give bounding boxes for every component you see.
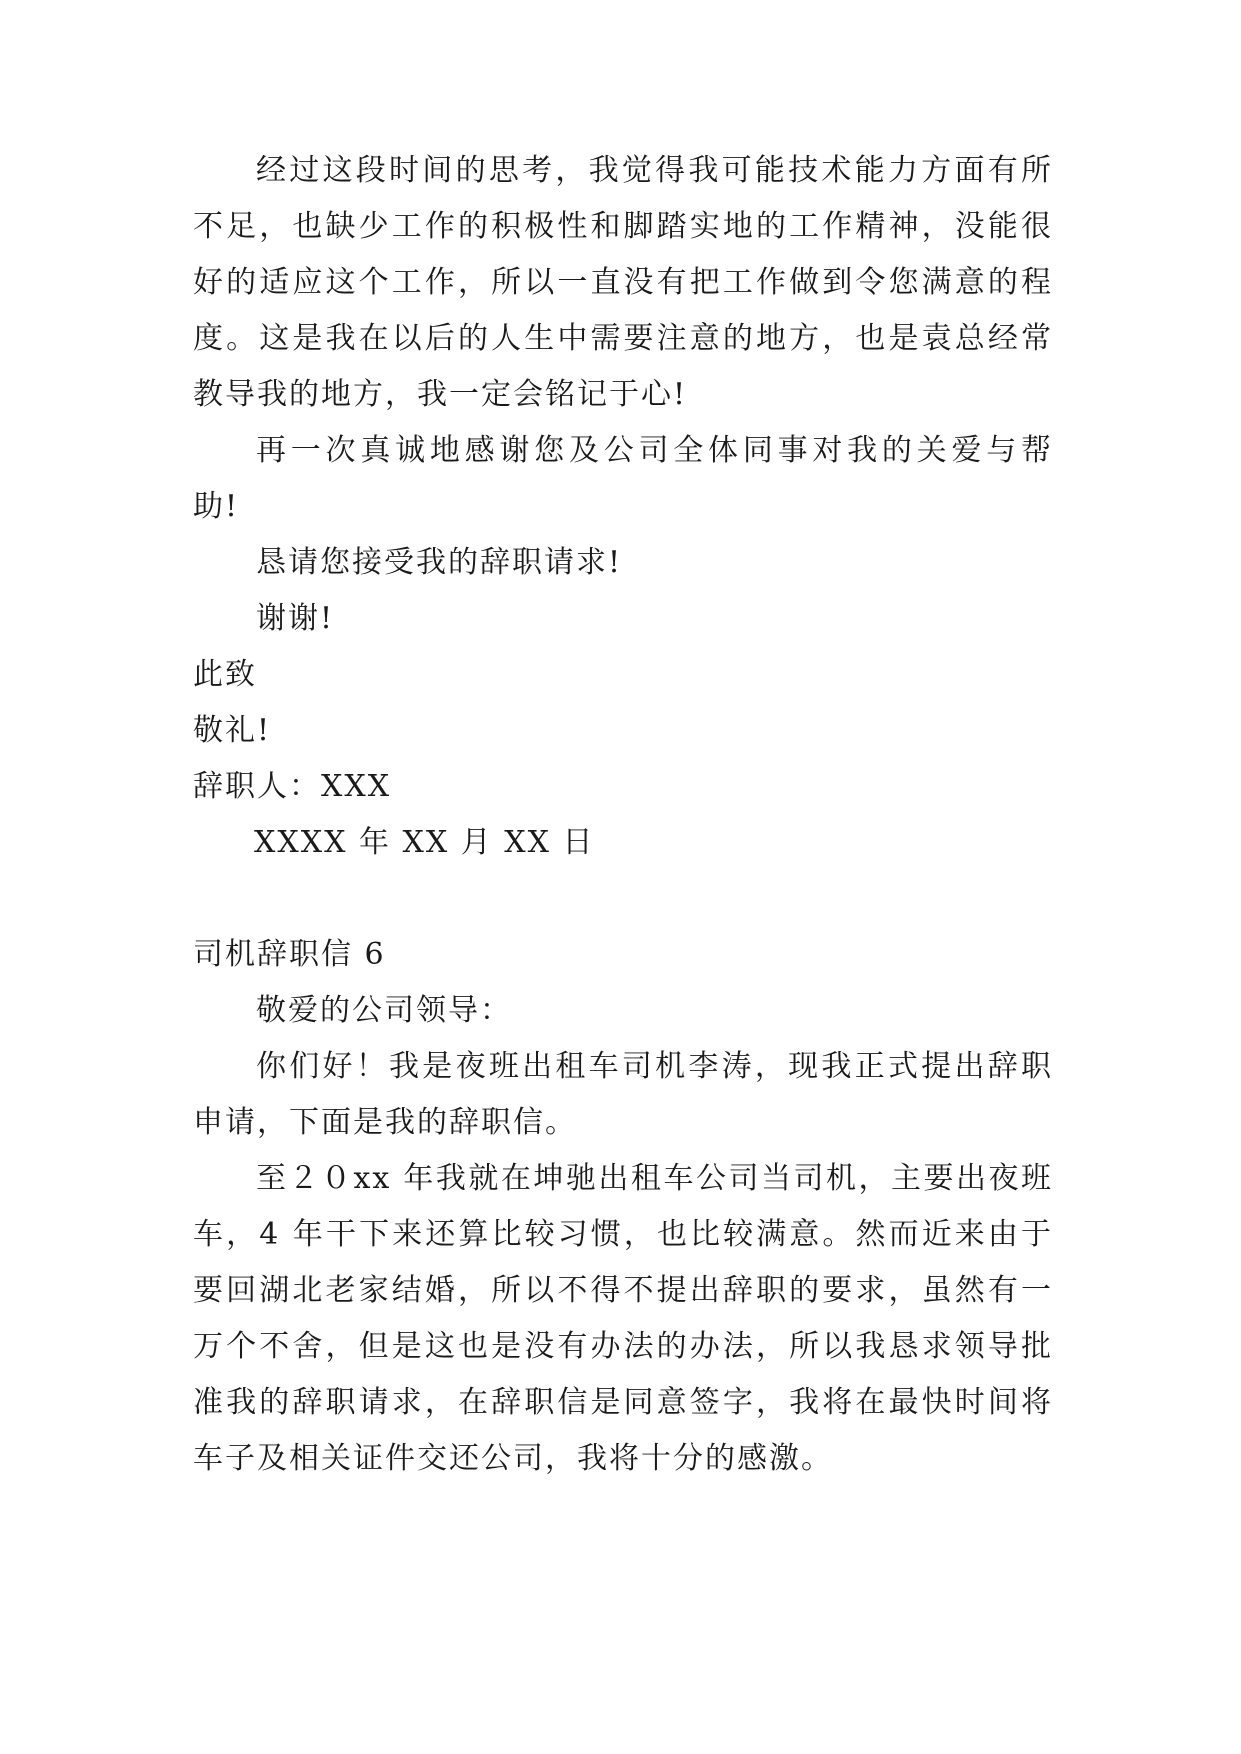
paragraph-line: 度。这是我在以后的人生中需要注意的地方，也是袁总经常 [193, 321, 1053, 356]
paragraph-line: 车，4 年干下来还算比较习惯，也比较满意。然而近来由于 [193, 1217, 1053, 1252]
paragraph-line: 好的适应这个工作，所以一直没有把工作做到令您满意的程 [193, 265, 1053, 300]
paragraph-line: 再一次真诚地感谢您及公司全体同事对我的关爱与帮 [256, 433, 1053, 468]
paragraph-line: 至２０xx 年我就在坤驰出租车公司当司机，主要出夜班 [256, 1161, 1053, 1196]
section-title: 司机辞职信 6 [193, 937, 386, 972]
paragraph-line: 谢谢! [256, 601, 335, 636]
paragraph-line: 教导我的地方，我一定会铭记于心! [193, 377, 688, 412]
signature: 辞职人：XXX [193, 769, 392, 804]
paragraph-line: 万个不舍，但是这也是没有办法的办法，所以我恳求领导批 [193, 1329, 1053, 1364]
paragraph-line: 经过这段时间的思考，我觉得我可能技术能力方面有所 [256, 153, 1053, 188]
closing-line: 此致 [193, 657, 257, 692]
salutation: 敬爱的公司领导： [256, 993, 512, 1028]
closing-line: 敬礼! [193, 713, 272, 748]
paragraph-line: 要回湖北老家结婚，所以不得不提出辞职的要求，虽然有一 [193, 1273, 1053, 1308]
paragraph-line: 助! [193, 489, 240, 524]
paragraph-line: 不足，也缺少工作的积极性和脚踏实地的工作精神，没能很 [193, 209, 1053, 244]
paragraph-line: 你们好！我是夜班出租车司机李涛，现我正式提出辞职 [256, 1049, 1053, 1084]
paragraph-line: 准我的辞职请求，在辞职信是同意签字，我将在最快时间将 [193, 1385, 1053, 1420]
date: XXXX 年 XX 月 XX 日 [254, 825, 595, 860]
paragraph-line: 车子及相关证件交还公司，我将十分的感激。 [193, 1441, 833, 1476]
paragraph-line: 恳请您接受我的辞职请求! [256, 545, 623, 580]
paragraph-line: 申请，下面是我的辞职信。 [193, 1105, 577, 1140]
